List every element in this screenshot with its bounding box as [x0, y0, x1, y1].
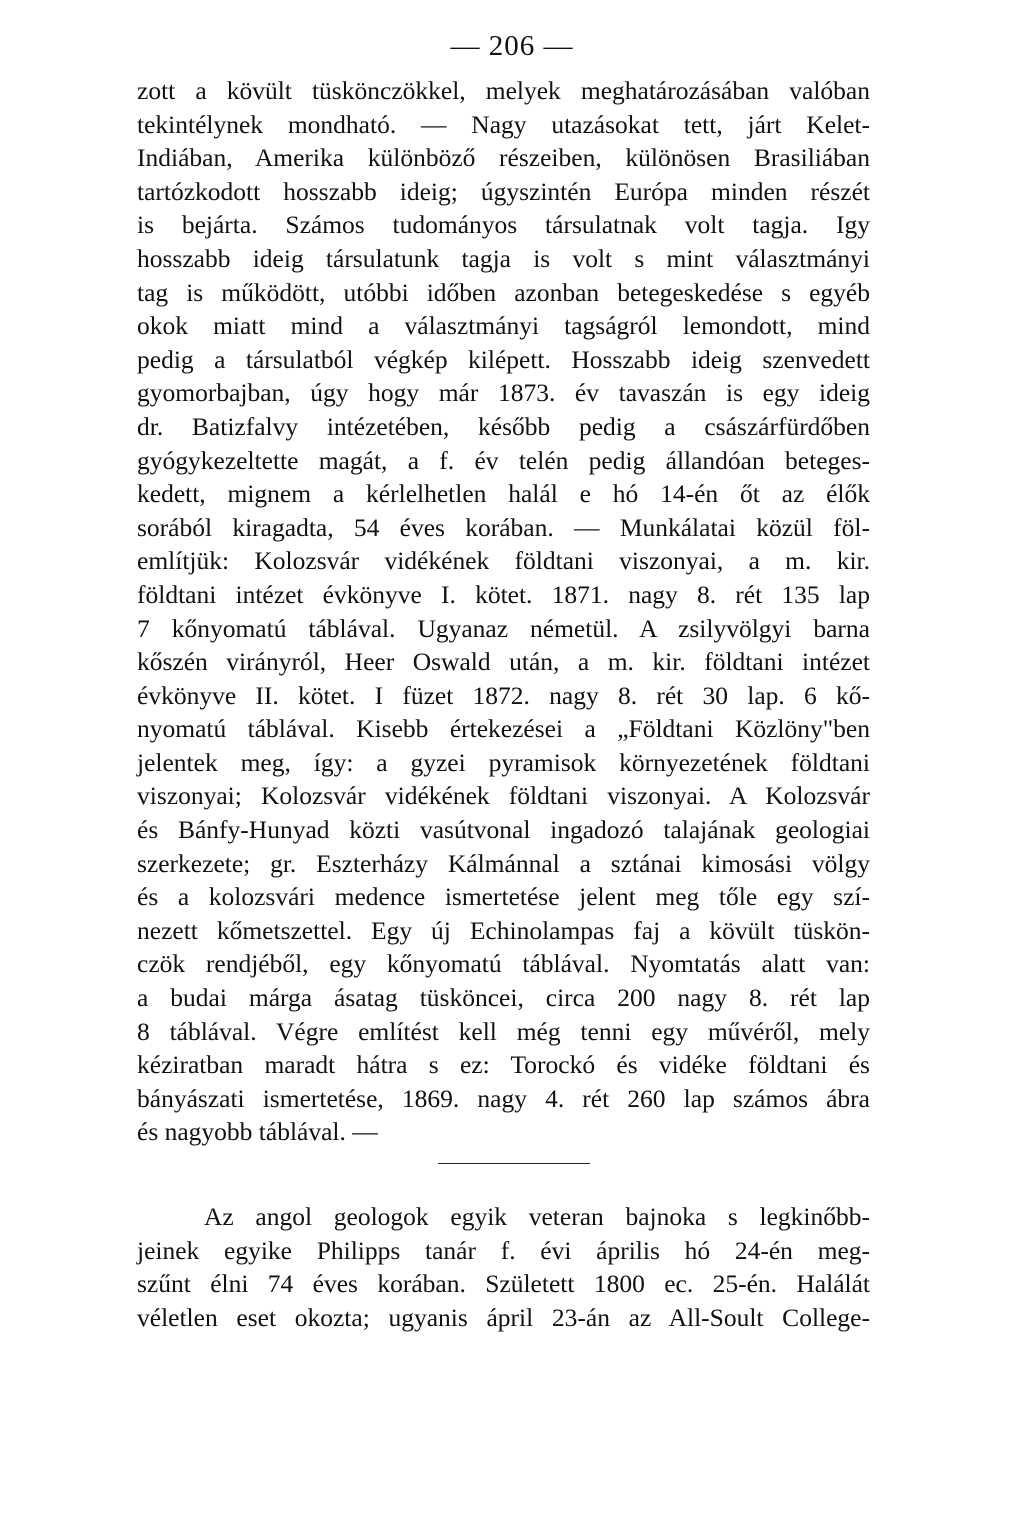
text-line: és nagyobb táblával. —: [137, 1117, 378, 1147]
philipps-paragraph: [137, 1200, 870, 1334]
text-line: a budai márga ásatag tüsköncei, circa 200 nagy 8. rét lap: [137, 983, 870, 1013]
text-line: bányászati ismertetése, 1869. nagy 4. rét 260 lap számos ábra: [137, 1083, 870, 1113]
text-line: tag is működött, utóbbi időben azonban betegeskedése s egyéb: [137, 277, 870, 307]
text-line: tartózkodott hosszabb ideig; úgyszintén Európa minden részét: [137, 176, 870, 206]
text-line: 8 táblával. Végre említést kell még tenni egy művéről, mely: [137, 1016, 870, 1046]
text-line: szűnt élni 74 éves korában. Született 1800 ec. 25-én. Halálát: [137, 1269, 870, 1299]
page-number: — 206 —: [450, 30, 574, 62]
text-line: okok miatt mind a választmányi tagságról lemondott, mind: [137, 311, 870, 341]
text-line: viszonyai; Kolozsvár vidékének földtani viszonyai. A Kolozsvár: [137, 781, 870, 811]
text-line: és Bánfy-Hunyad közti vasútvonal ingadozó talajának geologiai: [137, 815, 870, 845]
text-line: évkönyve II. kötet. I füzet 1872. nagy 8. rét 30 lap. 6 kő-: [137, 680, 870, 710]
section-divider: [438, 1163, 590, 1164]
text-line: véletlen eset okozta; ugyanis ápril 23-án az All-Soult College-: [137, 1302, 870, 1332]
text-line: kőszén virányról, Heer Oswald után, a m. kir. földtani intézet: [137, 647, 870, 677]
text-line: jeinek egyike Philipps tanár f. évi április hó 24-én meg-: [137, 1235, 870, 1265]
text-line: jelentek meg, így: a gyzei pyramisok környezetének földtani: [137, 747, 870, 777]
text-line: kéziratban maradt hátra s ez: Torockó és vidéke földtani és: [137, 1050, 870, 1080]
text-line: tekintélynek mondható. — Nagy utazásokat tett, járt Kelet-: [137, 109, 870, 139]
text-line: földtani intézet évkönyve I. kötet. 1871. nagy 8. rét 135 lap: [137, 579, 870, 609]
text-line: kedett, mignem a kérlelhetlen halál e hó 14-én őt az élők: [137, 479, 870, 509]
text-line: 7 kőnyomatú táblával. Ugyanaz németül. A zsilyvölgyi barna: [137, 613, 870, 643]
text-line: zott a kövült tüskönczökkel, melyek meghatározásában valóban: [137, 76, 870, 105]
text-line: is bejárta. Számos tudományos társulatnak volt tagja. Igy: [137, 210, 870, 240]
text-line: szerkezete; gr. Eszterházy Kálmánnal a sztánai kimosási völgy: [137, 848, 870, 878]
text-line: Indiában, Amerika különböző részeiben, különösen Brasiliában: [137, 143, 870, 173]
text-line: hosszabb ideig társulatunk tagja is volt s mint választmányi: [137, 243, 870, 273]
text-line: dr. Batizfalvy intézetében, később pedig a császárfürdőben: [137, 411, 870, 441]
text-line: említjük: Kolozsvár vidékének földtani viszonyai, a m. kir.: [137, 546, 870, 576]
text-line: gyógykezeltette magát, a f. év telén pedig állandóan beteges-: [137, 445, 870, 475]
text-line: nyomatú táblával. Kisebb értekezései a „Földtani Közlöny"ben: [137, 714, 870, 744]
obituary-paragraph: [137, 74, 870, 1149]
text-line: gyomorbajban, úgy hogy már 1873. év tavaszán is egy ideig: [137, 378, 870, 408]
text-line: czök rendjéből, egy kőnyomatú táblával. Nyomtatás alatt van:: [137, 949, 870, 979]
text-line: nezett kőmetszettel. Egy új Echinolampas faj a kövült tüskön-: [137, 915, 870, 945]
text-line: pedig a társulatból végkép kilépett. Hosszabb ideig szenvedett: [137, 344, 870, 374]
text-line: Az angol geologok egyik veteran bajnoka s legkinőbb-: [204, 1202, 870, 1231]
text-line: sorából kiragadta, 54 éves korában. — Munkálatai közül föl-: [137, 512, 870, 542]
text-line: és a kolozsvári medence ismertetése jelent meg tőle egy szí-: [137, 882, 870, 912]
